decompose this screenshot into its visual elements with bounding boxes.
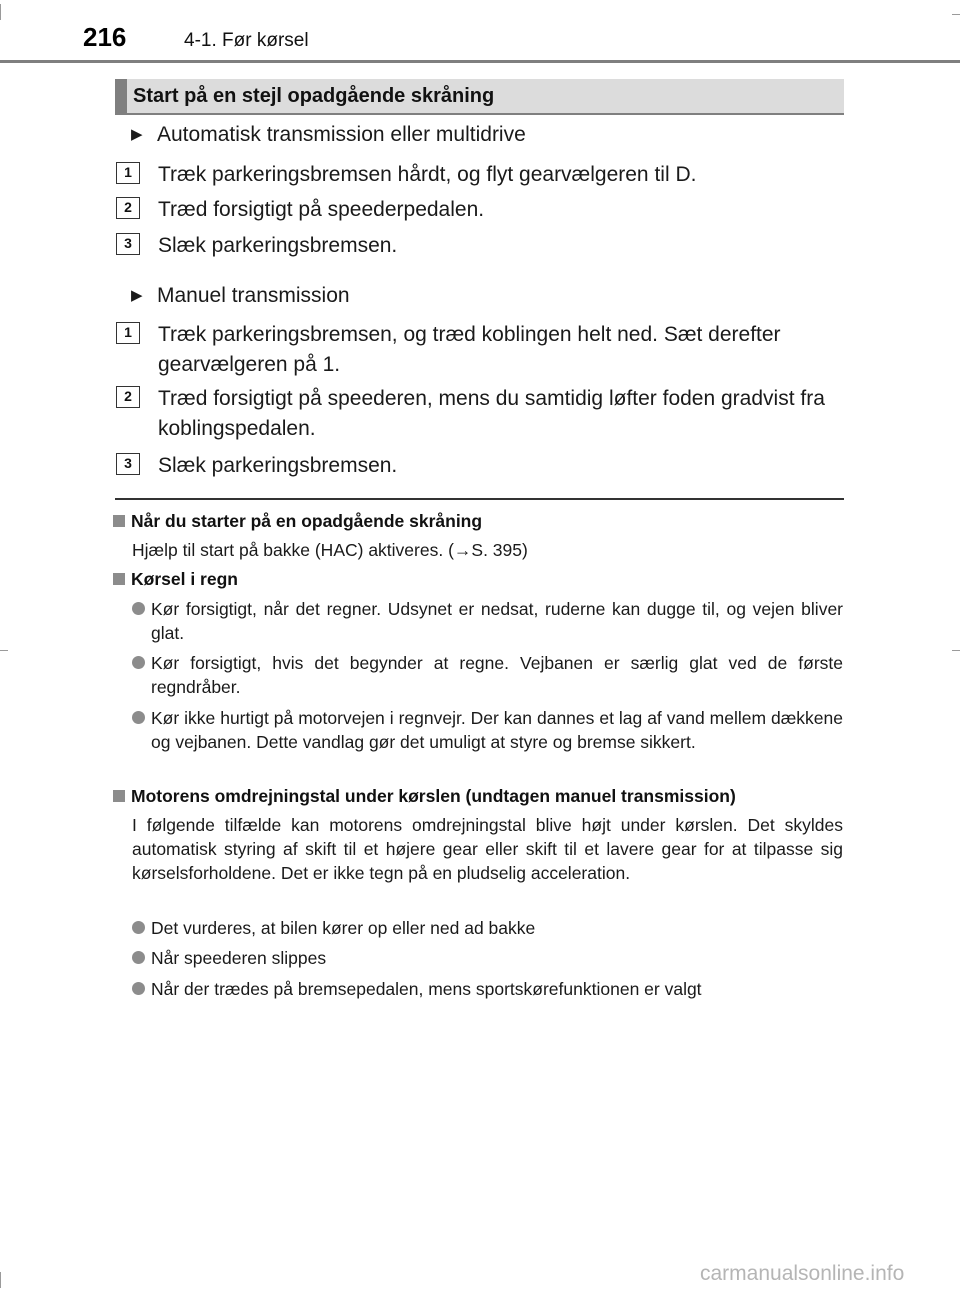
section-title-marker (115, 79, 127, 113)
step-text: Træk parkeringsbremsen, og træd koblingen helt ned. Sæt derefter gearvælgeren på 1. (158, 323, 781, 376)
note-text-engine-speed: I følgende tilfælde kan motorens omdrejningstal blive højt under kørslen. Det skyldes automatisk styring af skift til et højere gear eller skift til et lavere gear for at tilpasse sig kørselsforholdene. Det er ikke tegn på en pludselig acceleration. (132, 815, 843, 883)
triangle-arrow-icon: ▶ (131, 126, 143, 143)
bullet-text: Kør forsigtigt, når det regner. Udsynet er nedsat, ruderne kan dugge til, og vejen bliver glat. (151, 599, 843, 643)
bullet-text: Kør forsigtigt, hvis det begynder at regne. Vejbanen er særlig glat ved de første regndråber. (151, 653, 843, 697)
notes-divider (115, 498, 844, 500)
automatic-heading-text: Automatisk transmission eller multidrive (157, 123, 526, 146)
step-text: Træk parkeringsbremsen hårdt, og flyt gearvælgeren til D. (158, 163, 697, 186)
square-bullet-icon (113, 790, 125, 802)
manual-heading (131, 284, 350, 308)
note-heading-rain (113, 569, 238, 590)
automatic-heading (131, 123, 526, 147)
circle-bullet-icon (132, 951, 145, 964)
circle-bullet-icon (132, 982, 145, 995)
crop-mark (0, 650, 8, 651)
section-title-underline (115, 113, 844, 115)
note-heading-text: Når du starter på en opadgående skråning (131, 511, 483, 531)
note-heading-hill-start (113, 511, 482, 532)
step-number: 2 (116, 386, 140, 408)
bullet-text: Når der trædes på bremsepedalen, mens sportskørefunktionen er valgt (151, 979, 702, 999)
step-number: 3 (116, 453, 140, 475)
note-heading-text: Kørsel i regn (131, 569, 238, 589)
watermark: carmanualsonline.info (700, 1262, 905, 1285)
step-text: Træd forsigtigt på speederpedalen. (158, 198, 485, 221)
bullet-text: Kør ikke hurtigt på motorvejen i regnvejr. Der kan dannes et lag af vand mellem dækkene og vejbanen. Dette vandlag gør det umuligt at styre og bremse sikkert. (151, 708, 843, 752)
section-title: Start på en stejl opadgående skråning (133, 85, 495, 107)
manual-heading-text: Manuel transmission (157, 284, 350, 307)
step-text: Slæk parkeringsbremsen. (158, 234, 398, 257)
crop-mark (0, 4, 1, 20)
square-bullet-icon (113, 515, 125, 527)
note-heading-text: Motorens omdrejningstal under kørslen (undtagen manuel transmission) (131, 786, 736, 806)
crop-mark (952, 650, 960, 651)
header-rule (0, 60, 960, 63)
bullet-text: Når speederen slippes (151, 948, 327, 968)
circle-bullet-icon (132, 602, 145, 615)
circle-bullet-icon (132, 656, 145, 669)
step-number: 3 (116, 233, 140, 255)
bullet-text: Det vurderes, at bilen kører op eller ned ad bakke (151, 918, 536, 938)
step-number: 2 (116, 197, 140, 219)
step-number: 1 (116, 162, 140, 184)
page-number: 216 (83, 22, 127, 52)
crop-mark (0, 1272, 1, 1288)
note-text-hill-start: Hjælp til start på bakke (HAC) aktiveres. (→S. 395) (132, 540, 528, 560)
step-text: Slæk parkeringsbremsen. (158, 454, 398, 477)
square-bullet-icon (113, 573, 125, 585)
circle-bullet-icon (132, 711, 145, 724)
section-label: 4-1. Før kørsel (184, 30, 309, 51)
step-text: Træd forsigtigt på speederen, mens du samtidig løfter foden gradvist fra koblingspedalen. (158, 387, 825, 440)
crop-mark (952, 14, 960, 15)
note-heading-engine-speed (113, 786, 736, 807)
triangle-arrow-icon: ▶ (131, 287, 143, 304)
circle-bullet-icon (132, 921, 145, 934)
step-number: 1 (116, 322, 140, 344)
